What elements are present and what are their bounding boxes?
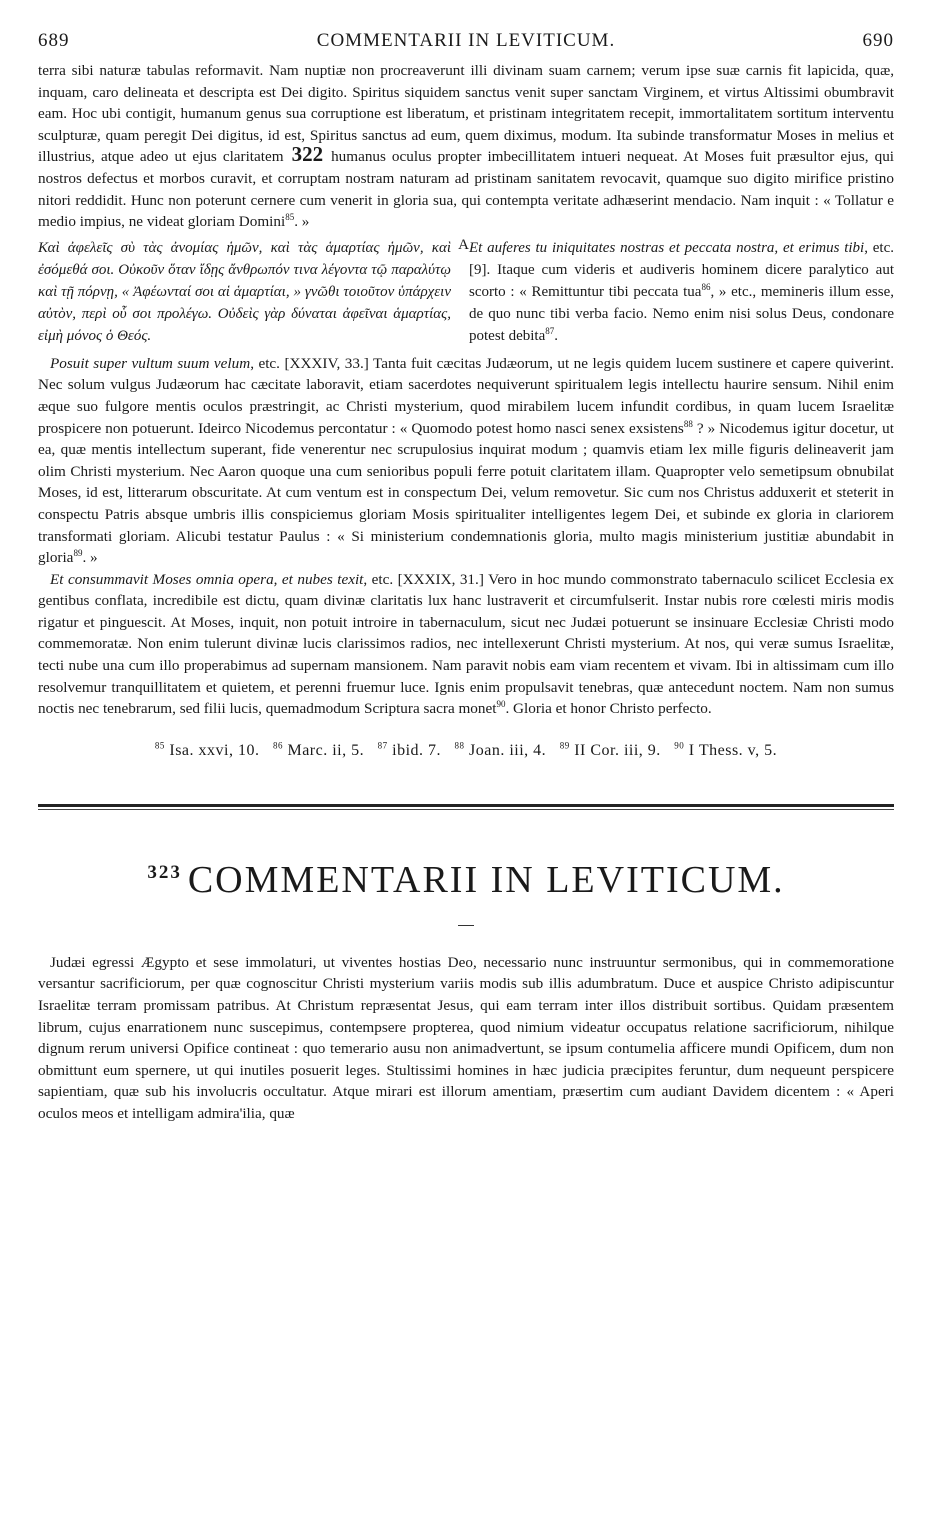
section-divider-thick bbox=[38, 804, 894, 807]
paragraph-3-lemma: Et consummavit Moses omnia opera, et nubes texit bbox=[50, 570, 364, 588]
footnote-ref-86: 86 bbox=[701, 281, 711, 292]
paragraph-1-text-b: humanus oculus propter imbecillitatem intueri nequeat. At Moses fuit præsultor ejus, qui nostros defectus et morbos curavit, et corruptam nostram naturam ad pristinam sanitatem revocavit, quamque suo digito mirifice pristino nitori reddidit. Hunc non poterunt cernere cum venerit in gloria sua, qui contempta veritate adhæserint mendacio. Nam inquit : « Tollatur e medio impius, ne videat gloriam Domini bbox=[38, 148, 895, 231]
footnote-ref-87: 87 bbox=[545, 325, 555, 336]
paragraph-2-end: . » bbox=[82, 549, 98, 567]
footnote-number: 85 bbox=[154, 740, 165, 751]
footnote-number: 90 bbox=[674, 740, 685, 751]
paragraph-3 bbox=[38, 569, 894, 720]
footnote bbox=[455, 742, 547, 759]
greek-text: Καὶ ἀφελεῖς σὺ τὰς ἀνομίας ἡμῶν, καὶ τὰς ἁμαρτίας ἡμῶν, καὶ ἐσόμεθά σοι. Οὐκοῦν ὅταν ἴδῃς ἄνθρωπόν τινα λέγοντα τῷ παραλύτῳ καὶ τῇ πόρνῃ, « Ἀφέωνταί σοι αἱ ἁμαρτίαι, » γνῶθι τοιοῦτον ὑπάρχειν αὐτὸν, περὶ οὗ σοι προλέγω. Οὐδεὶς γὰρ δύναται ἀφεῖναι ἁμαρτίας, εἰμὴ μόνος ὁ Θεός. bbox=[38, 239, 451, 344]
paragraph-1 bbox=[38, 60, 894, 233]
footnote bbox=[273, 742, 364, 759]
footnote-ref-90: 90 bbox=[496, 699, 506, 710]
section-title-number: 323 bbox=[147, 861, 182, 883]
footnote bbox=[674, 742, 777, 759]
footnote-number: 89 bbox=[559, 740, 570, 751]
paragraph-2-text-b: ? » Nicodemus igitur docetur, ut ea, quæ mentis intellectum superant, fide venerentur nec scrupulosius inquirat modum ; quamvis etiam lex mille figuris delineaverit jam olim Christi mysterium. Nec Aaron quoque una cum senioribus populi ferre potuit claritatem illam. Quapropter velo semetipsum obnubilat Moses, id est, litterarum obscuritate. At cum ventum est in conspectum Dei, velum removetur. Sic cum nos Christus adduxerit et steterit in conspectu Patris absque umbris illis conspiciemus gloriam Mosis spiritualiter intelligentes legem Dei, et subinde ex gloria in clariorem transformati gloriam. Alicubi testatur Paulus : « Si ministerium condemnationis gloria, multo magis ministerium justitiæ abundabit in gloria bbox=[38, 419, 894, 567]
latin-column bbox=[469, 237, 894, 347]
intro-paragraph: Judæi egressi Ægypto et sese immolaturi, ut viventes hostias Deo, necessario nunc instruuntur sermonibus, qui in commemoratione versantur sacrificiorum, per quæ cognoscitur Christi mysterium variis modis sub illis adumbratum. Duce et auspice Christo adipiscuntur Israelitæ terram promissam patribus. At Christum repræsentat Jesus, qui eam terram inter illos distribuit sortibus. Quidam præsentem librum, cujus enarrationem nunc suscepimus, contempsere propterea, quod nimium videatur occupatus relatione sacrificiorum, nihilque dignum rerum universi Opifice contineat : quo temerario ausu non animadvertunt, se ipsum contumelia afficere mundi Opificem, dum non obmittunt eum spernere, ut qui inutiles posuerit leges. Stultissimi homines in hæc judicia præcipites feruntur, dum nequeunt perspicere sapientiam, quæ sub his involucris occultatur. Atque mirari est illorum amentiam, præsertim cum audiant Davidem dicentem : « Aperi oculos meos et intelligam admira'ilia, quæ bbox=[38, 953, 894, 1122]
footnote bbox=[560, 742, 661, 759]
section-divider-thin bbox=[38, 809, 894, 810]
page-number-left: 689 bbox=[38, 30, 70, 51]
latin-text bbox=[469, 237, 894, 347]
footnote bbox=[155, 742, 260, 759]
latin-text-b: , » etc., memineris illum esse, de quo nunc tibi verba facio. Nemo enim nisi solus Deus, condonare potest debita bbox=[469, 283, 894, 344]
latin-italic: Et auferes tu iniquitates nostras et peccata nostra, et erimus tibi bbox=[469, 239, 865, 256]
footnote-ref: I Thess. v, 5. bbox=[688, 741, 778, 759]
latin-end: . bbox=[554, 327, 558, 344]
section-title bbox=[38, 852, 894, 901]
page-number-right: 690 bbox=[862, 30, 894, 51]
footnote-ref-89: 89 bbox=[73, 548, 83, 559]
footnote-ref: Isa. xxvi, 10. bbox=[169, 741, 260, 759]
footnote-ref: ibid. 7. bbox=[392, 741, 442, 759]
latin-text-a: , etc. [9]. Itaque cum videris et audiveris hominem dicere paralytico aut scorto : « Remittuntur tibi peccata tua bbox=[469, 239, 894, 300]
footnotes bbox=[38, 742, 894, 760]
footnote-number: 86 bbox=[272, 740, 283, 751]
margin-number: 322 bbox=[291, 142, 324, 167]
paragraph-1-end: . » bbox=[294, 213, 310, 231]
paragraph-3-end: . Gloria et honor Christo perfecto. bbox=[505, 700, 712, 718]
footnote-number: 88 bbox=[454, 740, 465, 751]
footnote bbox=[378, 742, 441, 759]
greek-column bbox=[38, 236, 469, 347]
title-underline bbox=[458, 925, 474, 926]
paragraph-1-text-a: terra sibi naturæ tabulas reformavit. Nam nuptiæ non procreaverunt illi divinam suam carnem; verum ipse suæ carnis fit lapicida, quæ, inquam, caro delineata et descripta est Dei digito. Spiritus siquidem sanctus venit super sanctam Virginem, et virtus Altissimi obumbravit eam. Hoc ubi contigit, humanum genus sua corruptione est liberatum, et pristinam integritatem recepit, immortalitatem sortitum interventu sculpturæ, quam peregit Dei digitus, id est, Spiritus sanctus ad eum, quem diximus, modum. Ita subinde transformatur Moses in melius et illustrius, atque adeo ut ejus claritatem bbox=[38, 62, 894, 166]
footnote-ref: Marc. ii, 5. bbox=[287, 741, 365, 759]
two-column-block bbox=[38, 237, 894, 347]
footnote-ref: II Cor. iii, 9. bbox=[574, 741, 661, 759]
footnote-ref: Joan. iii, 4. bbox=[469, 741, 547, 759]
section-title-text: COMMENTARII IN LEVITICUM. bbox=[187, 858, 785, 901]
footnote-number: 87 bbox=[377, 740, 388, 751]
paragraph-2-lemma: Posuit super vultum suum velum bbox=[50, 354, 251, 372]
intro-block bbox=[38, 952, 894, 1125]
paragraph-3-text-a: , etc. [XXXIX, 31.] Vero in hoc mundo commonstrato tabernaculo scilicet Ecclesia ex gentibus conflata, incredibile est dictu, quam divinæ claritatis lux hanc lustraverit et circumfulserit. Instar nubis rore cœlesti miris modis rigatur et pinguescit. At Moses, inquit, non potuit introire in tabernaculum, sicut nec Judæi potuerunt se insinuare Ecclesiæ Christi modo commemoratæ. Non enim tulerunt divinæ lucis clarissimos radios, nec intellexerunt Christi mysterium. At nos, qui veræ sumus Israelitæ, tecti nube una cum illo properabimus ad supernam mansionem. Nam paravit nobis eam viam recentem et vivam. Ibi in altissimam cum illo resolvemur tranquillitatem et quietem, et perenni fruemur luce. Ignis enim propulsavit tenebras, quæ antecedunt noctem. Nam non sumus noctis nec tenebrarum, sed filii lucis, quemadmodum Scriptura sacra monet bbox=[38, 570, 894, 718]
footnote-ref-88: 88 bbox=[683, 418, 693, 429]
paragraph-2-text-a: , etc. [XXXIV, 33.] Tanta fuit cæcitas Judæorum, ut ne legis quidem lucem sustinere et capere quiverint. Nec solum vulgus Judæorum hac cæcitate laboravit, etiam sacerdotes nequiverunt spiritualem legis intellectu haurire sensum. Nihil enim æque suo fulgore mentis oculos præstringit, ac Christi mysterium, quod mirabilem lucem infundit cordibus, in quam lucem Israelitæ prospicere non potuerunt. Ideirco Nicodemus percontatur : « Quomodo potest homo nasci senex exsistens bbox=[38, 354, 894, 437]
running-title: COMMENTARII IN LEVITICUM. bbox=[316, 30, 616, 51]
page bbox=[38, 30, 894, 1125]
running-head bbox=[38, 30, 894, 60]
footnote-ref-85: 85 bbox=[285, 212, 295, 223]
column-mark: A bbox=[458, 236, 469, 253]
paragraph-2 bbox=[38, 353, 894, 569]
